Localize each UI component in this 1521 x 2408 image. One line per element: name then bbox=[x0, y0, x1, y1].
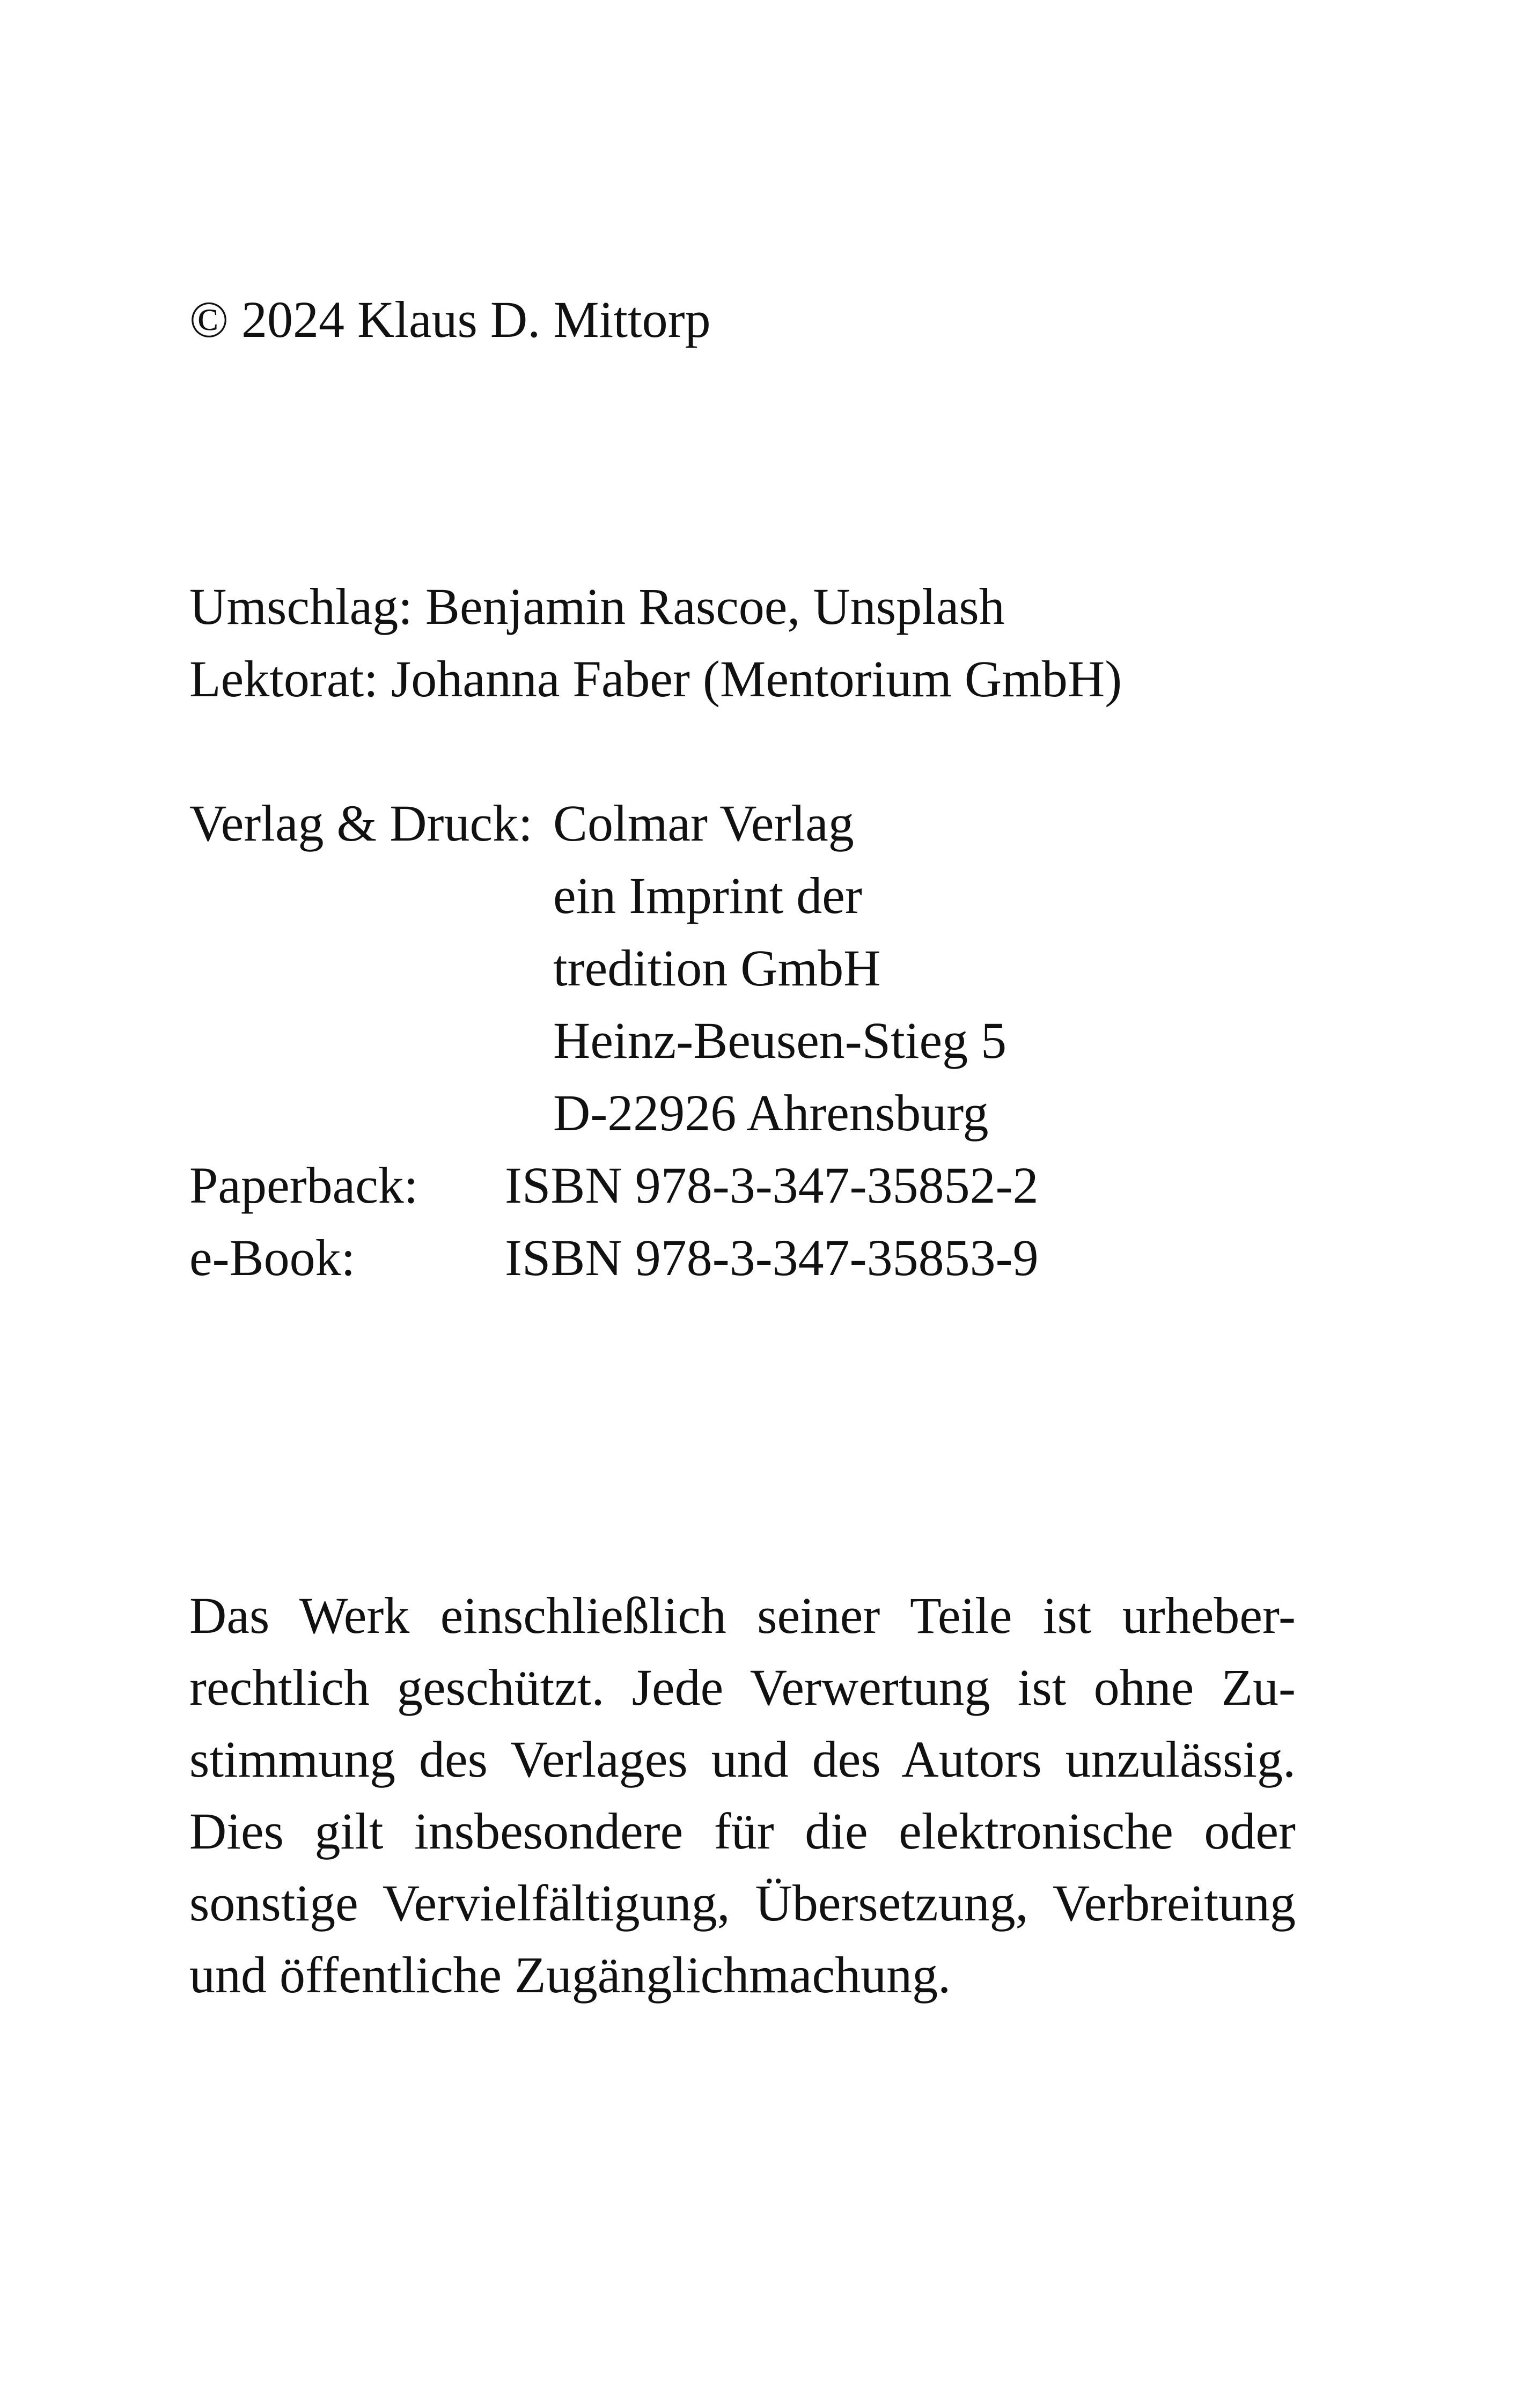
editor-credit: Lektorat: Johanna Faber (Mentorium GmbH) bbox=[189, 650, 1122, 708]
publisher-line: tredition GmbH bbox=[553, 939, 881, 997]
isbn-ebook-label: e-Book: bbox=[189, 1229, 356, 1286]
publisher-label: Verlag & Druck: bbox=[189, 794, 533, 852]
legal-line: sonstige Vervielfältigung, Übersetzung, Verbreitung bbox=[189, 1874, 1296, 1932]
legal-notice bbox=[189, 1580, 1296, 2011]
legal-line: Das Werk einschließlich seiner Teile ist urheber- bbox=[189, 1587, 1296, 1644]
copyright-notice: © 2024 Klaus D. Mittorp bbox=[189, 291, 711, 348]
legal-line: und öffentliche Zugänglichmachung. bbox=[189, 1946, 951, 2004]
isbn-paperback-value: ISBN 978-3-347-35852-2 bbox=[505, 1157, 1039, 1214]
publisher-line: Colmar Verlag bbox=[553, 794, 854, 852]
isbn-paperback-label: Paperback: bbox=[189, 1157, 418, 1214]
legal-line: Dies gilt insbesondere für die elektronische oder bbox=[189, 1802, 1296, 1860]
legal-line: stimmung des Verlages und des Autors unzulässig. bbox=[189, 1730, 1296, 1788]
publisher-line: Heinz-Beusen-Stieg 5 bbox=[553, 1012, 1007, 1069]
legal-line: rechtlich geschützt. Jede Verwertung ist ohne Zu- bbox=[189, 1659, 1296, 1716]
cover-credit: Umschlag: Benjamin Rascoe, Unsplash bbox=[189, 578, 1005, 635]
publisher-line: ein Imprint der bbox=[553, 867, 862, 924]
publisher-line: D-22926 Ahrensburg bbox=[553, 1084, 989, 1142]
isbn-ebook-value: ISBN 978-3-347-35853-9 bbox=[505, 1229, 1039, 1286]
